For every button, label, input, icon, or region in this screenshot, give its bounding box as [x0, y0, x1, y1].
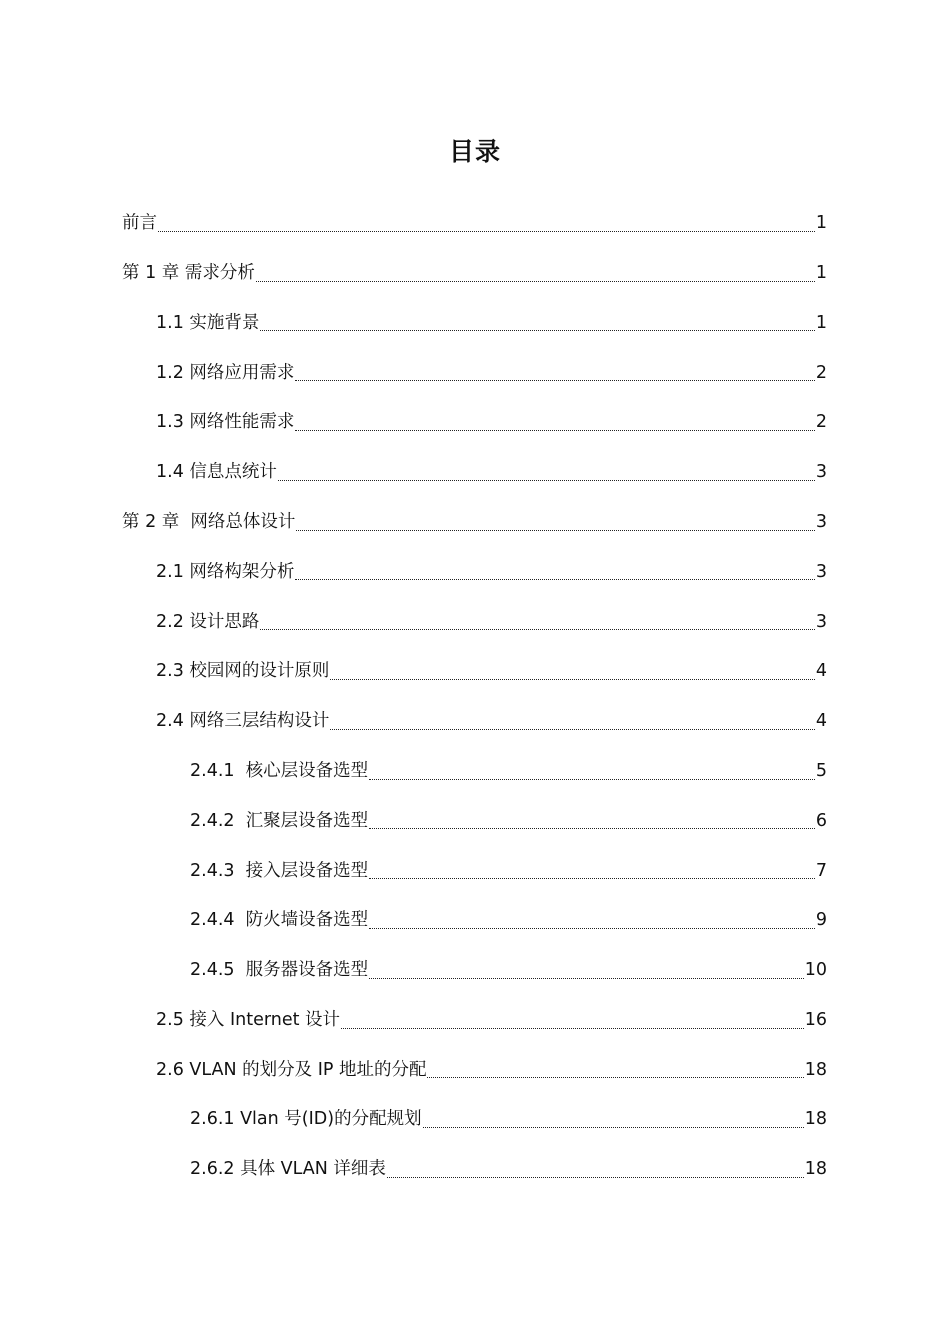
toc-entry-2-6-1[interactable]: [0, 1095, 950, 1145]
toc-entry-2-1[interactable]: [0, 548, 950, 598]
toc-page-number: 1: [815, 312, 827, 333]
toc-entry-chapter-1[interactable]: [0, 249, 950, 299]
toc-entry-2-3[interactable]: [0, 647, 950, 697]
toc-entry-label: 2.4.1 核心层设备选型: [190, 760, 369, 781]
toc-entry-2-6[interactable]: [0, 1046, 950, 1096]
dot-leader: [341, 1027, 804, 1029]
dot-leader: [387, 1176, 804, 1178]
toc-list: [0, 199, 950, 1195]
toc-entry-2-4-4[interactable]: [0, 896, 950, 946]
toc-page-number: 1: [815, 262, 827, 283]
toc-entry-label: 2.5 接入 Internet 设计: [156, 1009, 341, 1030]
dot-leader: [427, 1076, 803, 1078]
toc-entry-label: 前言: [122, 213, 157, 234]
dot-leader: [423, 1126, 804, 1128]
dot-leader: [369, 977, 804, 979]
toc-page-number: 2: [815, 412, 827, 433]
dot-leader: [369, 927, 815, 929]
toc-entry-label: 2.6.2 具体 VLAN 详细表: [190, 1159, 386, 1180]
toc-page-number: 3: [815, 462, 827, 483]
toc-page-number: 10: [804, 960, 827, 981]
toc-page-number: 4: [815, 711, 827, 732]
toc-entry-label: 2.4.5 服务器设备选型: [190, 960, 369, 981]
toc-entry-1-2[interactable]: [0, 348, 950, 398]
toc-page-number: 18: [804, 1059, 827, 1080]
dot-leader: [330, 728, 814, 730]
dot-leader: [330, 678, 814, 680]
toc-entry-label: 2.6 VLAN 的划分及 IP 地址的分配: [156, 1059, 427, 1080]
toc-page-number: 3: [815, 611, 827, 632]
dot-leader: [369, 877, 815, 879]
toc-entry-label: 2.4.2 汇聚层设备选型: [190, 810, 369, 831]
toc-entry-label: 第 2 章 网络总体设计: [122, 511, 296, 532]
toc-entry-2-4-3[interactable]: [0, 846, 950, 896]
toc-entry-chapter-2[interactable]: [0, 498, 950, 548]
toc-entry-label: 2.2 设计思路: [156, 611, 260, 632]
toc-page-number: 16: [804, 1009, 827, 1030]
toc-entry-2-4-2[interactable]: [0, 797, 950, 847]
toc-page-number: 5: [815, 760, 827, 781]
toc-title: 目录: [448, 137, 501, 166]
toc-page-number: 3: [815, 511, 827, 532]
dot-leader: [295, 429, 814, 431]
toc-entry-label: 2.4.3 接入层设备选型: [190, 860, 369, 881]
toc-entry-label: 1.4 信息点统计: [156, 462, 277, 483]
dot-leader: [369, 778, 815, 780]
toc-entry-2-4-1[interactable]: [0, 747, 950, 797]
dot-leader: [158, 230, 815, 232]
toc-entry-2-5[interactable]: [0, 996, 950, 1046]
toc-entry-label: 2.4 网络三层结构设计: [156, 711, 330, 732]
toc-entry-label: 2.6.1 Vlan 号(ID)的分配规划: [190, 1109, 422, 1130]
toc-entry-2-4[interactable]: [0, 697, 950, 747]
dot-leader: [260, 329, 814, 331]
toc-entry-1-4[interactable]: [0, 448, 950, 498]
toc-page-number: 7: [815, 860, 827, 881]
dot-leader: [256, 280, 815, 282]
toc-entry-1-3[interactable]: [0, 398, 950, 448]
dot-leader: [296, 529, 814, 531]
toc-entry-label: 1.3 网络性能需求: [156, 412, 295, 433]
toc-page-number: 9: [815, 910, 827, 931]
dot-leader: [369, 827, 815, 829]
dot-leader: [295, 379, 814, 381]
toc-page-number: 1: [815, 213, 827, 234]
toc-entry-label: 1.2 网络应用需求: [156, 362, 295, 383]
toc-page-number: 18: [804, 1159, 827, 1180]
toc-entry-2-2[interactable]: [0, 597, 950, 647]
toc-entry-label: 2.4.4 防火墙设备选型: [190, 910, 369, 931]
toc-entry-label: 1.1 实施背景: [156, 312, 260, 333]
toc-page-number: 3: [815, 561, 827, 582]
toc-entry-label: 第 1 章 需求分析: [122, 262, 255, 283]
dot-leader: [278, 479, 815, 481]
toc-entry-2-4-5[interactable]: [0, 946, 950, 996]
toc-page-number: 2: [815, 362, 827, 383]
toc-entry-label: 2.3 校园网的设计原则: [156, 661, 330, 682]
toc-entry-label: 2.1 网络构架分析: [156, 561, 295, 582]
toc-page-number: 4: [815, 661, 827, 682]
toc-entry-2-6-2[interactable]: [0, 1145, 950, 1195]
dot-leader: [260, 628, 814, 630]
toc-entry-preface[interactable]: [0, 199, 950, 249]
toc-entry-1-1[interactable]: [0, 299, 950, 349]
toc-page-number: 6: [815, 810, 827, 831]
toc-page-number: 18: [804, 1109, 827, 1130]
dot-leader: [295, 578, 814, 580]
